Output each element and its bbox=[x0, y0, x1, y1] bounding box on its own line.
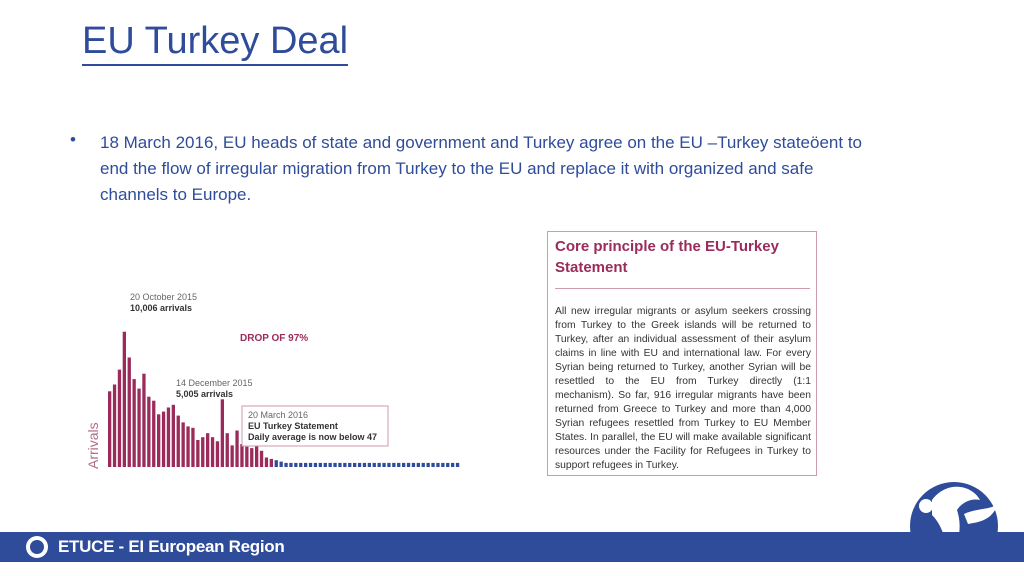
principle-body: All new irregular migrants or asylum seekers crossing from Turkey to the Greek islands will be returned to Turkey, after an individual assessment of their asylum claims in line with EU and international law. For every Syrian being returned to Turkey, another Syrian will be resettled to the EU from Turkey directly (1:1 mechanism). So far, 916 irregular migrants have been returned from Greece to Turkey and more than 4,000 Syrian refugees resettled from Turkey to EU Member States. In parallel, the EU will make available significant resources under the Facility for Refugees in Turkey to support refugees in Turkey. bbox=[555, 306, 811, 471]
bullet-text: 18 March 2016, EU heads of state and government and Turkey agree on the EU –Turkey stateöent to end the flow of irregular migration from Turkey to the EU and replace it with organized and safe channels to Europe. bbox=[100, 133, 862, 204]
drop-label: DROP OF 97% bbox=[240, 333, 309, 344]
chart-bar bbox=[348, 463, 351, 467]
chart-bar bbox=[118, 370, 121, 467]
chart-bar bbox=[387, 463, 390, 467]
chart-bar bbox=[162, 412, 165, 467]
chart-bars bbox=[108, 332, 460, 467]
chart-bar bbox=[133, 379, 136, 467]
chart-bar bbox=[280, 462, 283, 467]
annotation-value-1: 10,006 arrivals bbox=[130, 303, 193, 313]
chart-bar bbox=[113, 385, 116, 468]
chart-bar bbox=[142, 374, 145, 467]
chart-bar bbox=[172, 405, 175, 467]
chart-bar bbox=[157, 414, 160, 467]
slide-title: EU Turkey Deal bbox=[82, 18, 348, 66]
chart-bar bbox=[319, 463, 322, 467]
chart-bar bbox=[201, 437, 204, 467]
chart-bar bbox=[186, 426, 189, 467]
chart-bar bbox=[289, 463, 292, 467]
chart-bar bbox=[108, 391, 111, 467]
chart-bar bbox=[431, 463, 434, 467]
chart-bar bbox=[304, 463, 307, 467]
chart-bar bbox=[343, 463, 346, 467]
chart-bar bbox=[265, 458, 268, 468]
chart-bar bbox=[422, 463, 425, 467]
chart-bar bbox=[427, 463, 430, 467]
footer-bar bbox=[0, 532, 1024, 562]
chart-bar bbox=[211, 437, 214, 467]
chart-bar bbox=[314, 463, 317, 467]
annotation-line-3b: Daily average is now below 47 bbox=[248, 432, 378, 442]
chart-bar bbox=[245, 447, 248, 467]
chart-bar bbox=[412, 463, 415, 467]
chart-bar bbox=[373, 463, 376, 467]
bullet-marker: • bbox=[70, 130, 76, 149]
chart-bar bbox=[353, 463, 356, 467]
chart-bar bbox=[235, 431, 238, 468]
chart-bar bbox=[333, 463, 336, 467]
chart-bar bbox=[338, 463, 341, 467]
chart-bar bbox=[382, 463, 385, 467]
chart-bar bbox=[221, 399, 224, 467]
chart-bar bbox=[147, 397, 150, 467]
chart-bar bbox=[329, 463, 332, 467]
chart-bar bbox=[284, 463, 287, 467]
arrivals-chart bbox=[80, 285, 460, 475]
chart-bar bbox=[137, 389, 140, 467]
chart-bar bbox=[299, 463, 302, 467]
chart-bar bbox=[368, 463, 371, 467]
chart-bar bbox=[182, 422, 185, 467]
chart-bar bbox=[206, 433, 209, 467]
annotation-value-2: 5,005 arrivals bbox=[176, 389, 234, 399]
annotation-line-3a: EU Turkey Statement bbox=[248, 421, 338, 431]
annotation-date-1: 20 October 2015 bbox=[130, 292, 198, 302]
chart-bar bbox=[123, 332, 126, 467]
chart-bar bbox=[128, 358, 131, 468]
chart-bar bbox=[378, 463, 381, 467]
chart-bar bbox=[436, 463, 439, 467]
principle-title: Core principle of the EU-Turkey Statement bbox=[555, 238, 779, 276]
chart-bar bbox=[196, 440, 199, 467]
chart-bar bbox=[240, 444, 243, 467]
chart-bar bbox=[446, 463, 449, 467]
chart-bar bbox=[226, 433, 229, 467]
chart-bar bbox=[441, 463, 444, 467]
chart-bar bbox=[358, 463, 361, 467]
chart-bar bbox=[417, 463, 420, 467]
chart-bar bbox=[216, 441, 219, 467]
chart-bar bbox=[402, 463, 405, 467]
chart-bar bbox=[275, 460, 278, 467]
chart-bar bbox=[397, 463, 400, 467]
principle-box bbox=[547, 231, 817, 476]
footer-strip bbox=[0, 562, 1024, 576]
chart-bar bbox=[324, 463, 327, 467]
chart-bar bbox=[250, 448, 253, 467]
chart-bar bbox=[270, 459, 273, 467]
chart-bar bbox=[167, 408, 170, 468]
y-axis-label: Arrivals bbox=[85, 422, 101, 469]
chart-bar bbox=[451, 463, 454, 467]
annotation-date-3: 20 March 2016 bbox=[248, 410, 309, 420]
principle-divider bbox=[555, 288, 810, 289]
etuce-logo-icon bbox=[26, 536, 48, 558]
chart-bar bbox=[294, 463, 297, 467]
chart-bar bbox=[152, 401, 155, 467]
annotation-date-2: 14 December 2015 bbox=[176, 378, 253, 388]
chart-bar bbox=[177, 416, 180, 467]
chart-bar bbox=[456, 463, 459, 467]
chart-bar bbox=[231, 445, 234, 467]
chart-bar bbox=[309, 463, 312, 467]
chart-bar bbox=[260, 451, 263, 467]
chart-bar bbox=[191, 428, 194, 467]
chart-bar bbox=[407, 463, 410, 467]
chart-bar bbox=[392, 463, 395, 467]
chart-bar bbox=[363, 463, 366, 467]
footer-text: ETUCE - EI European Region bbox=[58, 537, 285, 556]
